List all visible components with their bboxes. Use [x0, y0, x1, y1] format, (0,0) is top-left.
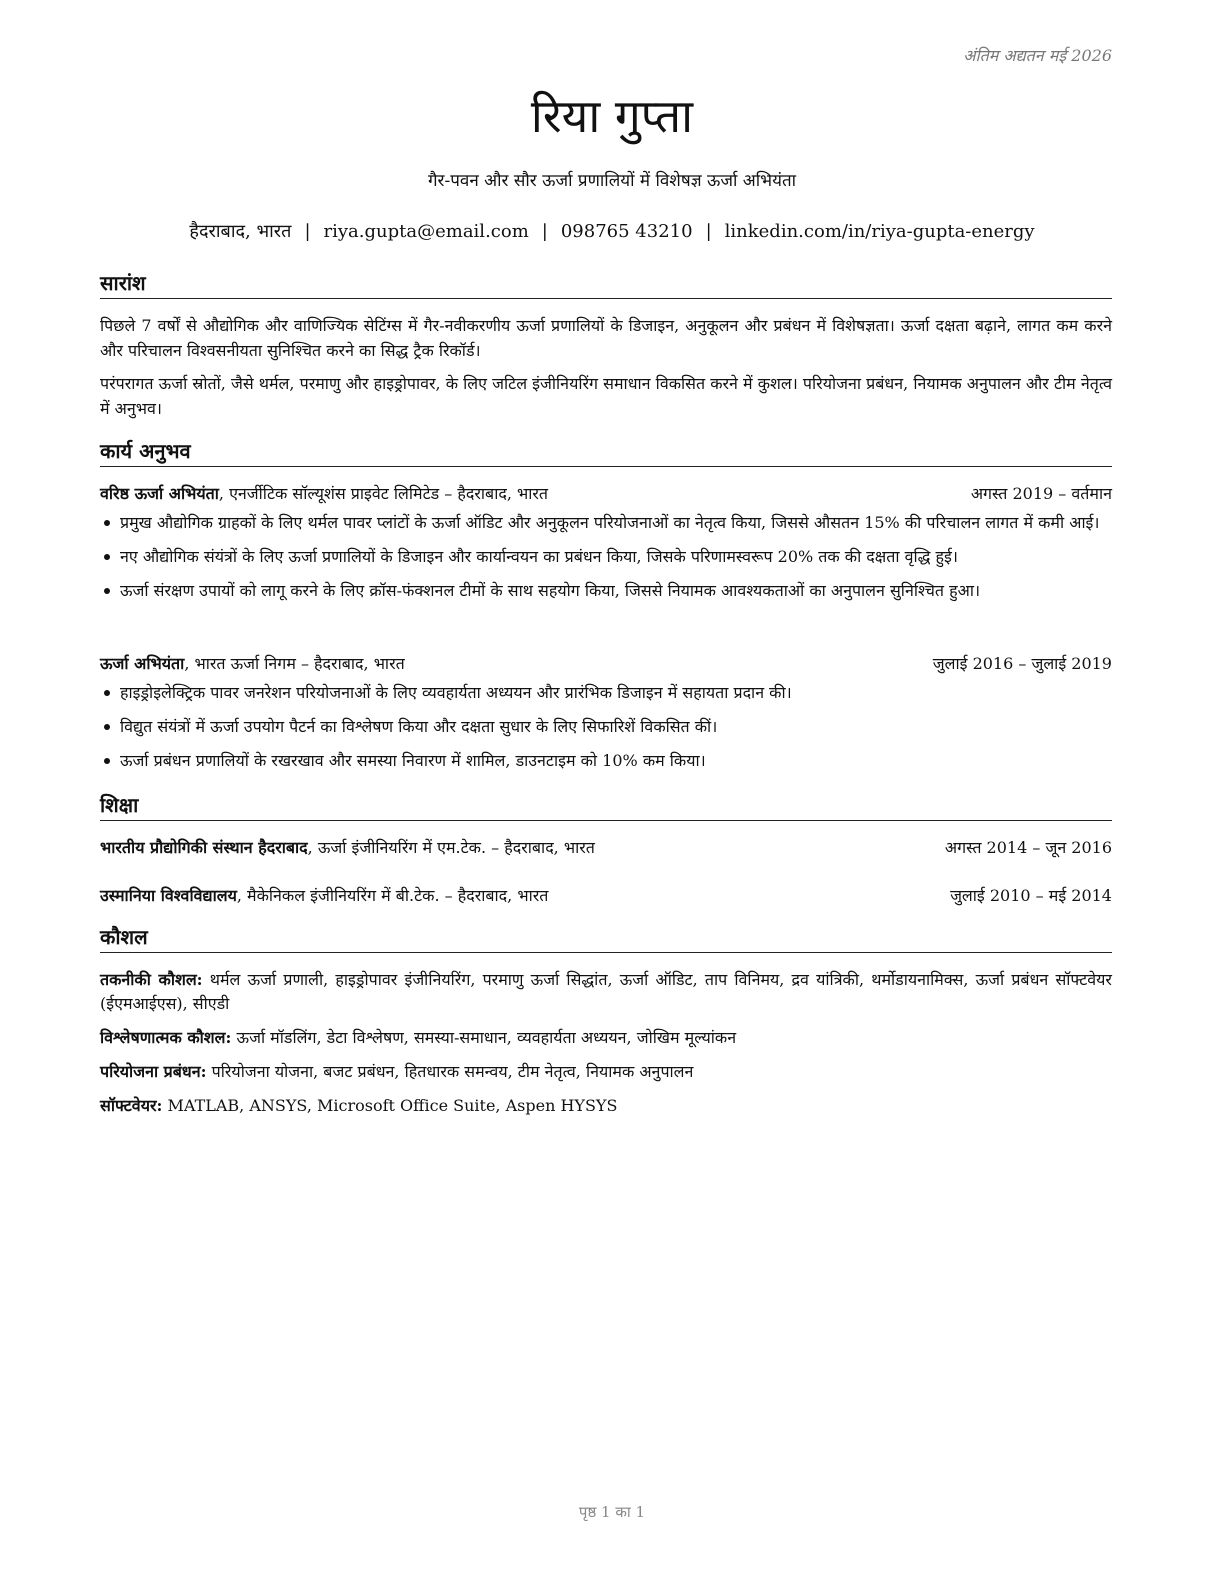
skill-line-software	[100, 1094, 1112, 1118]
job-title-line	[100, 482, 548, 506]
candidate-name: रिया गुप्ता	[530, 89, 694, 143]
education-school: भारतीय प्रौद्योगिकी संस्थान हैदराबाद	[100, 838, 308, 857]
job-bullet: नए औद्योगिक संयंत्रों के लिए ऊर्जा प्रणालियों के डिजाइन और कार्यान्वयन का प्रबंधन किया, जिसके परिणामस्वरूप 20% तक की दक्षता वृद्धि हुई।	[100, 545, 1112, 569]
education-line	[100, 836, 595, 860]
contact-email[interactable]: riya.gupta@email.com	[323, 221, 529, 242]
job-bullet: ऊर्जा संरक्षण उपायों को लागू करने के लिए क्रॉस-फंक्शनल टीमों के साथ सहयोग किया, जिससे नियामक आवश्यकताओं का अनुपालन सुनिश्चित हुआ।	[100, 579, 1112, 603]
job-dates: जुलाई 2016 – जुलाई 2019	[932, 654, 1112, 673]
job-title-line	[100, 652, 405, 676]
contact-separator: |	[541, 221, 548, 242]
job-bullet: विद्युत संयंत्रों में ऊर्जा उपयोग पैटर्न का विश्लेषण किया और दक्षता सुधार के लिए सिफारिशें विकसित कीं।	[100, 715, 1112, 739]
job-header	[100, 652, 1112, 676]
section-title-skills: कौशल	[100, 924, 1112, 953]
skill-label: सॉफ्टवेयर:	[100, 1096, 163, 1115]
job-bullets	[100, 511, 1112, 613]
skill-value: ऊर्जा मॉडलिंग, डेटा विश्लेषण, समस्या-समाधान, व्यवहार्यता अध्ययन, जोखिम मूल्यांकन	[231, 1028, 737, 1047]
education-item	[100, 836, 1112, 860]
job-role: वरिष्ठ ऊर्जा अभियंता	[100, 484, 219, 503]
skill-label: तकनीकी कौशल:	[100, 970, 203, 989]
education-item	[100, 884, 1112, 908]
skill-value: परियोजना योजना, बजट प्रबंधन, हितधारक समन्वय, टीम नेतृत्व, नियामक अनुपालन	[206, 1062, 694, 1081]
summary-paragraph-1: पिछले 7 वर्षों से औद्योगिक और वाणिज्यिक सेटिंग्स में गैर-नवीकरणीय ऊर्जा प्रणालियों के डिजाइन, अनुकूलन और प्रबंधन में विशेषज्ञता। ऊर्जा दक्षता बढ़ाने, लागत कम करने और परिचालन विश्वसनीयता सुनिश्चित करने का सिद्ध ट्रैक रिकॉर्ड।	[100, 316, 1112, 360]
last-updated-date: अंतिम अद्यतन मई 2026	[963, 46, 1112, 65]
job-bullet: ऊर्जा प्रबंधन प्रणालियों के रखरखाव और समस्या निवारण में शामिल, डाउनटाइम को 10% कम किया।	[100, 749, 1112, 773]
skill-line-technical	[100, 968, 1112, 1016]
contact-location: हैदराबाद, भारत	[189, 221, 292, 242]
contact-line	[0, 219, 1224, 243]
education-dates: जुलाई 2010 – मई 2014	[950, 886, 1112, 905]
section-title-summary: सारांश	[100, 270, 1112, 299]
skill-label: विश्लेषणात्मक कौशल:	[100, 1028, 232, 1047]
education-line	[100, 884, 548, 908]
job-bullet: हाइड्रोइलेक्ट्रिक पावर जनरेशन परियोजनाओं के लिए व्यवहार्यता अध्ययन और प्रारंभिक डिजाइन में सहायता प्रदान की।	[100, 681, 1112, 705]
contact-linkedin[interactable]: linkedin.com/in/riya-gupta-energy	[724, 221, 1035, 242]
education-dates: अगस्त 2014 – जून 2016	[944, 838, 1112, 857]
skill-label: परियोजना प्रबंधन:	[100, 1062, 207, 1081]
job-bullet: प्रमुख औद्योगिक ग्राहकों के लिए थर्मल पावर प्लांटों के ऊर्जा ऑडिट और अनुकूलन परियोजनाओं का नेतृत्व किया, जिससे औसतन 15% की परिचालन लागत में कमी आई।	[100, 511, 1112, 535]
job-dates: अगस्त 2019 – वर्तमान	[970, 484, 1112, 503]
job-org: , भारत ऊर्जा निगम – हैदराबाद, भारत	[184, 654, 405, 673]
education-detail: , मैकेनिकल इंजीनियरिंग में बी.टेक. – हैदराबाद, भारत	[236, 886, 549, 905]
education-detail: , ऊर्जा इंजीनियरिंग में एम.टेक. – हैदराबाद, भारत	[307, 838, 595, 857]
skill-value: थर्मल ऊर्जा प्रणाली, हाइड्रोपावर इंजीनियरिंग, परमाणु ऊर्जा सिद्धांत, ऊर्जा ऑडिट, ताप विनिमय, द्रव यांत्रिकी, थर्मोडायनामिक्स, ऊर्जा प्रबंधन सॉफ्टवेयर (ईएमआईएस), सीएडी	[100, 970, 1112, 1013]
section-title-experience: कार्य अनुभव	[100, 438, 1112, 467]
page-number: पृष्ठ 1 का 1	[578, 1503, 646, 1521]
job-org: , एनर्जीटिक सॉल्यूशंस प्राइवेट लिमिटेड – हैदराबाद, भारत	[218, 484, 549, 503]
job-role: ऊर्जा अभियंता	[100, 654, 185, 673]
contact-phone: 098765 43210	[560, 221, 693, 242]
contact-separator: |	[705, 221, 712, 242]
section-title-education: शिक्षा	[100, 792, 1112, 821]
summary-paragraph-2: परंपरागत ऊर्जा स्रोतों, जैसे थर्मल, परमाणु और हाइड्रोपावर, के लिए जटिल इंजीनियरिंग समाधान विकसित करने में कुशल। परियोजना प्रबंधन, नियामक अनुपालन और टीम नेतृत्व में अनुभव।	[100, 374, 1112, 418]
skill-line-project-management	[100, 1060, 1112, 1084]
job-header	[100, 482, 1112, 506]
skill-value: MATLAB, ANSYS, Microsoft Office Suite, Aspen HYSYS	[162, 1096, 618, 1115]
contact-separator: |	[304, 221, 311, 242]
job-bullets	[100, 681, 1112, 783]
skill-line-analytical	[100, 1026, 1112, 1050]
candidate-tagline: गैर-पवन और सौर ऊर्जा प्रणालियों में विशेषज्ञ ऊर्जा अभियंता	[427, 171, 797, 191]
education-school: उस्मानिया विश्वविद्यालय	[100, 886, 237, 905]
